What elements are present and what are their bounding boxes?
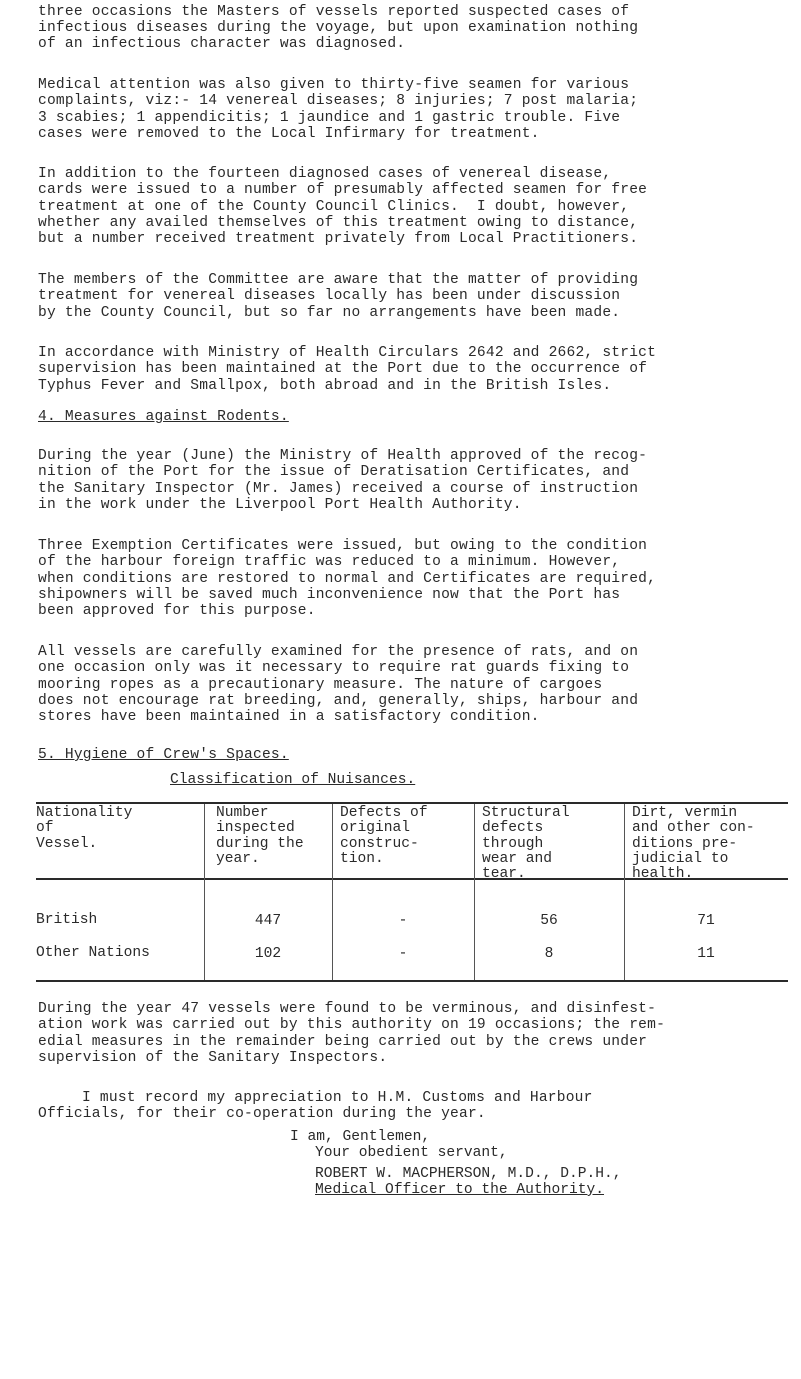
text-line: of the harbour foreign traffic was reduced to a minimum. However, [38,554,621,570]
table-cell: - [398,946,408,962]
text-line: Medical attention was also given to thirty-five seamen for various [38,77,630,93]
header-cell: tion. [340,851,384,867]
table-top-rule [36,802,788,804]
header-cell: Defects of [340,805,428,821]
header-cell: Nationality [36,805,133,821]
text-line: of an infectious character was diagnosed. [38,36,406,52]
header-cell: Structural [482,805,570,821]
table-cell: 447 [254,913,282,929]
text-line: treatment at one of the County Council Clinics. I doubt, however, [38,199,630,215]
header-cell: Number [216,805,269,821]
text-line: cases were removed to the Local Infirmary for treatment. [38,126,540,142]
text-line: does not encourage rat breeding, and, generally, ships, harbour and [38,693,639,709]
text-line: The members of the Committee are aware that the matter of providing [38,272,639,288]
header-cell: wear and [482,851,553,867]
text-line: All vessels are carefully examined for the presence of rats, and on [38,644,639,660]
table-cell: 56 [540,913,558,929]
signatory-title: Medical Officer to the Authority. [315,1182,605,1198]
text-line: by the County Council, but so far no arrangements have been made. [38,305,621,321]
header-cell: judicial to [632,851,729,867]
table-title: Classification of Nuisances. [170,772,416,788]
nuisances-table [36,796,788,982]
header-cell: during the [216,836,304,852]
table-cell: British [36,912,98,928]
header-cell: year. [216,851,260,867]
text-line: ation work was carried out by this authority on 19 occasions; the rem- [38,1017,666,1033]
table-bottom-rule [36,980,788,982]
closing-servant: Your obedient servant, [315,1145,508,1161]
header-cell: and other con- [632,820,755,836]
text-line: edial measures in the remainder being carried out by the crews under [38,1034,648,1050]
text-line: infectious diseases during the voyage, but upon examination nothing [38,20,639,36]
text-line: when conditions are restored to normal and Certificates are required, [38,571,657,587]
text-line: I must record my appreciation to H.M. Customs and Harbour [82,1090,593,1106]
header-cell: through [482,836,544,852]
text-line: whether any availed themselves of this treatment owing to distance, [38,215,639,231]
header-cell: of [36,820,54,836]
table-cell: 11 [697,946,715,962]
text-line: been approved for this purpose. [38,603,316,619]
table-cell: - [398,913,408,929]
header-cell: Dirt, vermin [632,805,738,821]
text-line: mooring ropes as a precautionary measure. The nature of cargoes [38,677,603,693]
header-cell: original [340,820,411,836]
header-cell: construc- [340,836,419,852]
text-line: During the year 47 vessels were found to be verminous, and disinfest- [38,1001,657,1017]
text-line: one occasion only was it necessary to require rat guards fixing to [38,660,630,676]
section-heading: 5. Hygiene of Crew's Spaces. [38,747,289,763]
text-line: supervision of the Sanitary Inspectors. [38,1050,388,1066]
text-line: the Sanitary Inspector (Mr. James) received a course of instruction [38,481,639,497]
table-cell: 102 [254,946,282,962]
header-cell: ditions pre- [632,836,738,852]
header-cell: health. [632,866,694,882]
text-line: shipowners will be saved much inconvenience now that the Port has [38,587,621,603]
header-cell: defects [482,820,544,836]
text-line: nition of the Port for the issue of Deratisation Certificates, and [38,464,630,480]
header-cell: Vessel. [36,836,98,852]
text-line: in the work under the Liverpool Port Health Authority. [38,497,522,513]
closing-salutation: I am, Gentlemen, [290,1129,431,1145]
text-line: Typhus Fever and Smallpox, both abroad and in the British Isles. [38,378,612,394]
text-line: three occasions the Masters of vessels reported suspected cases of [38,4,630,20]
text-line: Three Exemption Certificates were issued, but owing to the condition [38,538,648,554]
text-line: but a number received treatment privately from Local Practitioners. [38,231,639,247]
text-line: In accordance with Ministry of Health Circulars 2642 and 2662, strict [38,345,657,361]
text-line: treatment for venereal diseases locally has been under discussion [38,288,621,304]
header-cell: tear. [482,866,526,882]
signatory-name: ROBERT W. MACPHERSON, M.D., D.P.H., [315,1166,622,1182]
table-cell: 71 [697,913,715,929]
text-line: supervision has been maintained at the Port due to the occurrence of [38,361,648,377]
text-line: stores have been maintained in a satisfactory condition. [38,709,540,725]
header-cell: inspected [216,820,295,836]
table-cell: 8 [544,946,554,962]
text-line: cards were issued to a number of presumably affected seamen for free [38,182,648,198]
section-heading: 4. Measures against Rodents. [38,409,289,425]
text-line: 3 scabies; 1 appendicitis; 1 jaundice and 1 gastric trouble. Five [38,110,621,126]
text-line: Officials, for their co-operation during the year. [38,1106,486,1122]
text-line: During the year (June) the Ministry of Health approved of the recog- [38,448,648,464]
text-line: complaints, viz:- 14 venereal diseases; 8 injuries; 7 post malaria; [38,93,639,109]
table-cell: Other Nations [36,945,150,961]
text-line: In addition to the fourteen diagnosed cases of venereal disease, [38,166,612,182]
